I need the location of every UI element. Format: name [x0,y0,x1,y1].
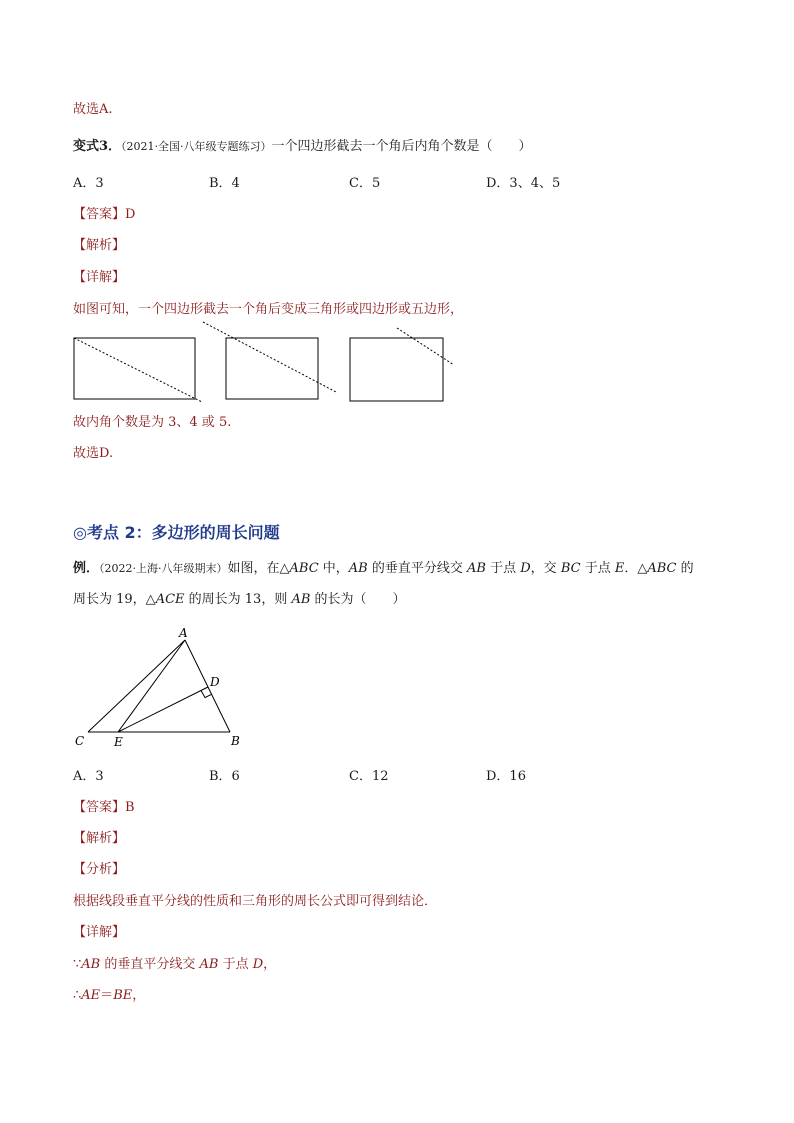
option-d: D．3、4、5 [486,176,561,191]
text: ．△ [624,561,648,576]
label-c: C [75,734,85,748]
segment-ac [88,640,185,732]
text-italic: E [614,561,625,576]
example-analysis2-tag: 【分析】 [73,862,126,877]
analysis-tag: 【解析】 [73,238,126,253]
question-text: 一个四边形截去一个角后内角个数是（ ） [271,139,532,154]
example-detail-tag: 【详解】 [73,925,126,940]
option-c: C．12 [349,769,389,784]
text-italic: ABC [647,561,677,576]
answer-tag: 【答案】 [73,207,126,222]
example-analysis-text: 根据线段垂直平分线的性质和三角形的周长公式即可得到结论． [73,894,438,909]
text: ， [263,957,277,972]
text: 的长为（ ） [310,592,406,607]
triangle-figure [70,622,250,752]
result-text: 故内角个数是为 3、4 或 5. [73,415,232,430]
text: 的垂直平分线交 [100,957,200,972]
section-marker: ◎ [73,523,87,542]
label-d: D [210,675,220,689]
question-label: 变式3． [73,139,122,154]
option-b: B．4 [209,176,240,191]
text: 于点 [485,561,521,576]
text-italic: BE [113,988,133,1003]
text-italic: AB [81,957,101,972]
text-italic: AB [348,561,368,576]
example-answer-line [73,798,135,818]
solution-step-2 [73,986,145,1006]
answer-value: D [125,207,136,222]
text-italic: AB [291,592,311,607]
detail-text: 如图可知，一个四边形截去一个角后变成三角形或四边形或五边形， [73,302,464,317]
text: 于点 [580,561,615,576]
text-italic: D [520,561,531,576]
text-italic: AB [467,561,486,576]
text: 的 [676,561,694,576]
example-stem-line-2 [73,590,406,610]
text: 的垂直平分线交 [367,561,468,576]
segment-ab [185,640,230,732]
text: 如图，在△ [227,561,290,576]
answer-tag: 【答案】 [73,800,126,815]
label-b: B [231,734,240,748]
text: 周长为 19，△ [73,592,156,607]
text-italic: AB [199,957,219,972]
q3-conclusion: 故选D. [73,446,114,461]
segment-ae [118,640,185,732]
option-a: A．3 [73,769,104,784]
text: 于点 [218,957,253,972]
text: ， [132,988,146,1003]
prev-conclusion: 故选A. [73,102,113,117]
section-heading [73,520,280,543]
text: ＝ [100,988,114,1003]
rect-2 [226,338,318,399]
text: ∴ [73,988,82,1003]
cut-line-1 [74,338,202,402]
text: ∵ [73,957,82,972]
text: ，交 [530,561,561,576]
option-b: B．6 [209,769,240,784]
label-e: E [114,735,123,749]
question-source: （2021·全国·八年级专题练习） [121,140,272,153]
text-italic: ABC [289,561,319,576]
detail-tag: 【详解】 [73,270,126,285]
text: 中， [318,561,349,576]
text-italic: ACE [155,592,185,607]
text-italic: D [252,957,264,972]
answer-line [73,205,135,225]
text-italic: BC [560,561,581,576]
section-title: 考点 2：多边形的周长问题 [86,523,280,542]
text-italic: AE [81,988,101,1003]
quadrilateral-cut-figure [70,320,470,410]
option-a: A．3 [73,176,104,191]
option-c: C．5 [349,176,381,191]
cut-line-2 [203,322,336,392]
text: 的周长为 13，则 [184,592,292,607]
solution-step-1 [73,955,276,975]
example-label: 例． [73,561,100,576]
rect-3 [350,338,443,401]
question-3-stem [73,137,532,157]
option-d: D．16 [486,769,526,784]
example-source: （2022·上海·八年级期末） [99,562,228,575]
segment-ed [118,687,208,732]
label-a: A [179,626,188,640]
answer-value: B [125,800,135,815]
example-analysis-tag: 【解析】 [73,831,126,846]
cut-line-3 [397,328,454,365]
example-stem-line-1 [73,559,694,579]
